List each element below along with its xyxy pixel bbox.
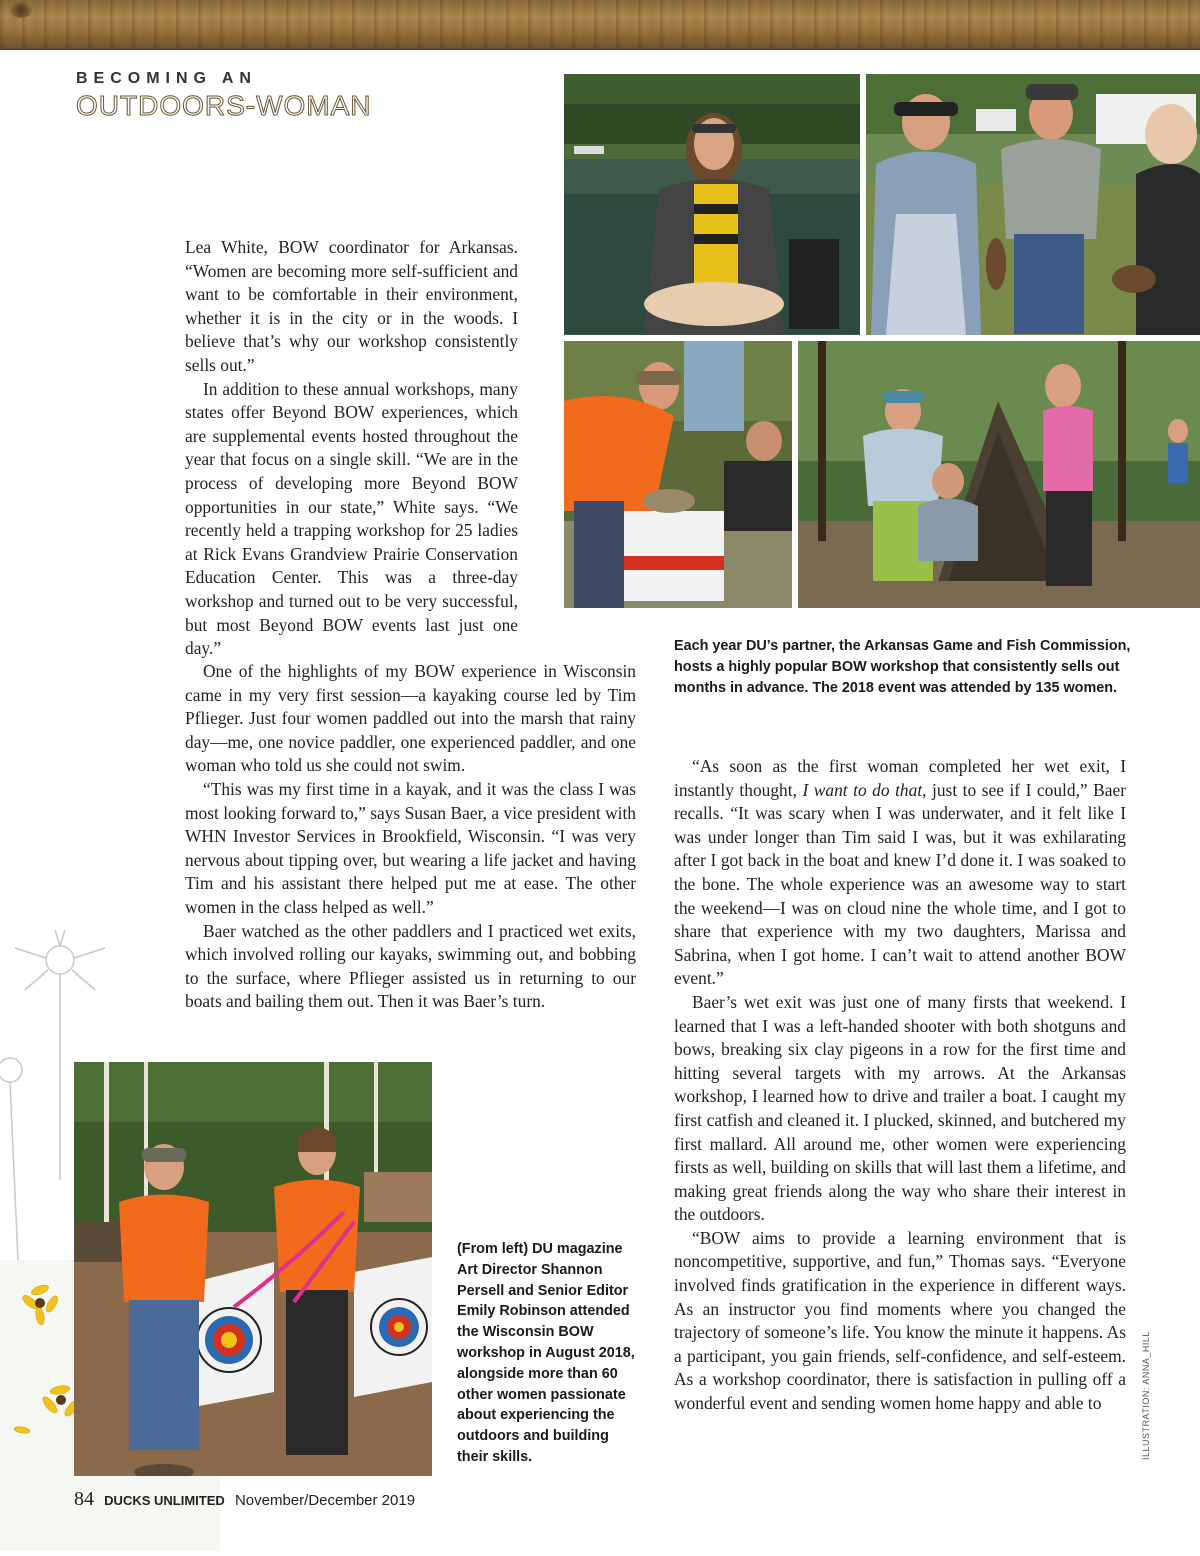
section-heading — [76, 70, 372, 122]
photo-trapping-demo — [866, 74, 1200, 335]
photo-archery — [74, 1062, 432, 1476]
paragraph: “This was my first time in a kayak, and it was the class I was most looking forward to,” says Susan Baer, a vice president with WHN Investor Services in Brookfield, Wisconsin. “I was very nervous about tipping over, but wearing a life jacket and having Tim and his assistant there helped put me at ease. The other women in the class helped as well.” — [185, 778, 636, 917]
photo-shelter-building — [798, 341, 1200, 608]
page-footer — [74, 1488, 415, 1511]
paragraph: Lea White, BOW coordinator for Arkansas. “Women are becoming more self-sufficient and want to be comfortable in their environment, whether it is in the city or in the woods. I believe that’s why our workshop consistently sells out.” — [185, 237, 518, 375]
column-left-wide — [185, 660, 636, 1014]
paragraph: Baer watched as the other paddlers and I practiced wet exits, which involved rolling our kayaks, swimming out, and bobbing to the surface, where Pflieger assisted us in returning to our boats and bailing them out. Then it was Baer’s turn. — [185, 920, 636, 1012]
illustration-credit: ILLUSTRATION: ANNA_HILL — [1141, 1331, 1151, 1460]
paragraph-text: , just to see if I could,” Baer recalls. “It was scary when I was underwater, and it felt like I was under longer than Tim said I was, but it was exhilarating after I got back in the boat and knew I’d done it. I was soaked to the bone. The whole experience was an awesome way to start the weekend—I was on cloud nine the whole time, and I got to share that experience with my two daughters, Marissa and Sabrina, when I got home. I can’t wait to attend another BOW event.” — [674, 779, 1126, 989]
caption-wisconsin: (From left) DU magazine Art Director Shannon Persell and Senior Editor Emily Robinson attended the Wisconsin BOW workshop in August 2018, alongside more than 60 other women passionate about experiencing the outdoors and building their skills. — [457, 1241, 635, 1465]
caption-arkansas: Each year DU’s partner, the Arkansas Game and Fish Commission, hosts a highly popular BOW workshop that consistently sells out months in advance. The 2018 event was attended by 135 women. — [674, 638, 1131, 696]
paragraph: “BOW aims to provide a learning environment that is noncompetitive, supportive, and fun,” Thomas says. “Everyone involved finds gratification in the experience in different ways. As an instructor you find moments where you changed the trajectory of someone’s life. You know the minute it happens. As a participant, you gain friends, self-confidence, and self-esteem. As a workshop coordinator, there is satisfaction in pulling off a wonderful event and sending women home happy and able to — [674, 1227, 1126, 1414]
wood-banner — [0, 0, 1200, 50]
issue-date: November/December 2019 — [234, 1492, 416, 1509]
paragraph — [674, 755, 1126, 991]
paragraph: One of the highlights of my BOW experience in Wisconsin came in my very first session—a kayaking course led by Tim Pflieger. Just four women paddled out into the marsh that rainy day—me, one novice paddler, one experienced paddler, and one woman who told us she could not swim. — [185, 661, 636, 776]
column-right — [674, 755, 1126, 1416]
column-left-top — [185, 236, 518, 661]
paragraph-emphasis: I want to do that — [802, 779, 923, 800]
paragraph: In addition to these annual workshops, many states offer Beyond BOW experiences, which are supplemental events hosted throughout the year that focus on a single skill. “We are in the process of developing more Beyond BOW opportunities in our state,” White says. “We recently held a trapping workshop for 25 ladies at Rick Evans Grandview Prairie Conservation Education Center. This was a three-day workshop and turned out to be very successful, but most Beyond BOW events last just one day.” — [185, 378, 518, 659]
paragraph-text: “As soon as the first woman completed her wet exit, I instantly thought, — [674, 756, 1126, 800]
wood-knot — [10, 2, 32, 18]
photo-fish-cleaning — [564, 341, 792, 608]
magazine-name: DUCKS UNLIMITED — [104, 1493, 225, 1508]
section-title: OUTDOORS-WOMAN — [76, 90, 372, 121]
page-number: 84 — [74, 1488, 94, 1510]
photo-boat-woman — [564, 74, 860, 335]
section-kicker: BECOMING AN — [76, 70, 257, 87]
paragraph: Baer’s wet exit was just one of many firsts that weekend. I learned that I was a left-handed shooter with both shotguns and bows, breaking six clay pigeons in a row for the first time and hitting several targets with my arrows. At the Arkansas workshop, I learned how to drive and trailer a boat. I caught my first catfish and cleaned it. I plucked, skinned, and butchered my first mallard. All around me, other women were experiencing firsts as well, building on skills that will last them a lifetime, and making great friends along the way who share their interest in the outdoors. — [674, 991, 1126, 1225]
